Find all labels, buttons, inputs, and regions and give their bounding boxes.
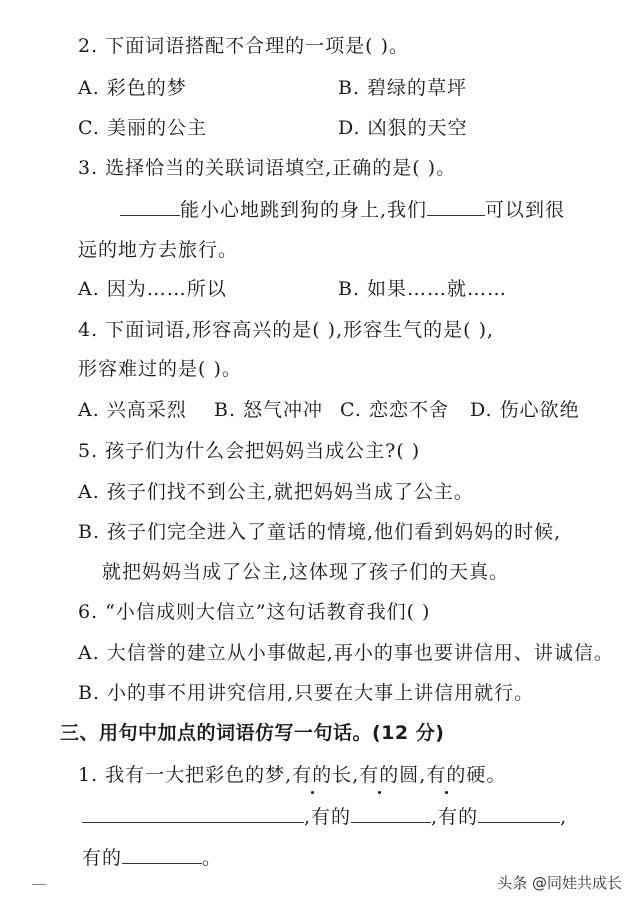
dotted-word-youde-1: 有的 [292, 764, 333, 786]
dotted-word-youde-2: 有的 [359, 764, 400, 786]
q2-stem: 2. 下面词语搭配不合理的一项是( )。 [78, 35, 410, 57]
q5-option-a: A. 孩子们找不到公主,就把妈妈当成了公主。 [78, 481, 474, 503]
q4-option-c: C. 恋恋不舍 [340, 399, 449, 421]
section3-heading: 三、用句中加点的词语仿写一句话。(12 分) [60, 722, 445, 744]
q3-blank-2[interactable] [427, 197, 485, 216]
q4-stem-line1: 4. 下面词语,形容高兴的是( ),形容生气的是( ), [78, 319, 495, 341]
answer-blank-1[interactable] [82, 804, 304, 823]
q3-sentence-line2: 远的地方去旅行。 [78, 239, 239, 261]
q2-option-d: D. 凶狠的天空 [338, 117, 468, 139]
section3-fill-line1 [82, 804, 567, 829]
q3-sentence [120, 197, 565, 222]
section3-fill-1: ,有的 [304, 806, 352, 828]
dotted-word-youde-3: 有的 [426, 764, 467, 786]
section3-q1-seg-ying: 硬。 [466, 764, 507, 786]
q4-stem-line2: 形容难过的是( )。 [78, 358, 242, 380]
q6-stem: 6. “小信成则大信立”这句话教育我们( ) [78, 601, 431, 623]
q2-option-c: C. 美丽的公主 [78, 117, 207, 139]
section3-fill-2: ,有的 [431, 806, 479, 828]
q5-option-b-line1: B. 孩子们完全进入了童话的情境,他们看到妈妈的时候, [78, 521, 562, 543]
q4-option-a: A. 兴高采烈 [78, 399, 187, 421]
q3-stem: 3. 选择恰当的关联词语填空,正确的是( )。 [78, 157, 457, 179]
q3-option-a: A. 因为……所以 [78, 278, 227, 300]
q6-option-a: A. 大信誉的建立从小事做起,再小的事也要讲信用、讲诚信。 [78, 642, 614, 664]
watermark: 头条 @同娃共成长 [497, 874, 622, 892]
section3-fill-end: 。 [202, 847, 223, 869]
q3-sentence-part2: 可以到很 [485, 199, 566, 221]
section3-q1 [78, 763, 506, 787]
answer-blank-3[interactable] [478, 804, 560, 823]
section3-fill-line2-label: 有的 [82, 847, 123, 869]
q5-option-b-line2: 就把妈妈当成了公主,这体现了孩子们的天真。 [102, 561, 510, 583]
section3-q1-seg-yuan: 圆, [399, 764, 427, 786]
answer-blank-2[interactable] [351, 804, 431, 823]
section3-fill-line2 [82, 845, 222, 870]
q2-option-b: B. 碧绿的草坪 [338, 77, 468, 99]
q3-sentence-part1: 能小心地跳到狗的身上,我们 [180, 199, 428, 221]
q2-option-a: A. 彩色的梦 [78, 77, 187, 99]
section3-q1-prefix: 1. 我有一大把彩色的梦, [78, 764, 293, 786]
q5-stem: 5. 孩子们为什么会把妈妈当成公主?( ) [78, 440, 421, 462]
q4-option-b: B. 怒气冲冲 [214, 399, 324, 421]
section3-fill-3: , [560, 806, 568, 828]
answer-blank-4[interactable] [122, 845, 202, 864]
q3-blank-1[interactable] [120, 197, 180, 216]
q3-option-b: B. 如果……就…… [338, 278, 508, 300]
q4-option-d: D. 伤心欲绝 [470, 399, 580, 421]
footer-mark [32, 884, 46, 885]
section3-q1-seg-chang: 长, [332, 764, 360, 786]
q6-option-b: B. 小的事不用讲究信用,只要在大事上讲信用就行。 [78, 682, 535, 704]
